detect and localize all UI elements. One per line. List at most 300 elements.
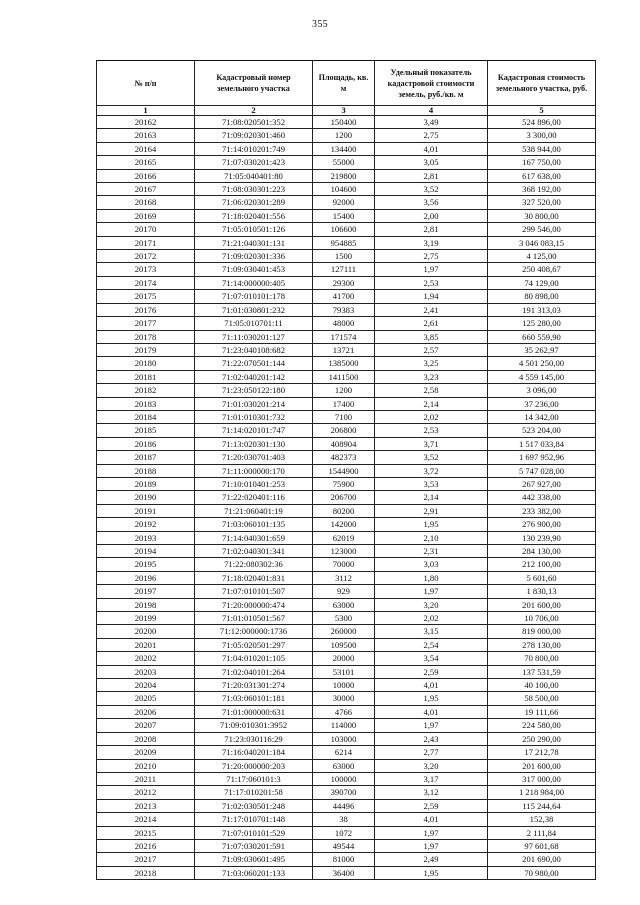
- cadastral-value-cell: 14 342,00: [488, 410, 596, 423]
- area-cell: 1072: [313, 826, 375, 839]
- row-number-cell: 20217: [97, 853, 195, 866]
- area-cell: 63000: [313, 759, 375, 772]
- row-number-cell: 20198: [97, 598, 195, 611]
- cadastral-number-cell: 71:18:020401:831: [195, 571, 313, 584]
- column-number: 3: [313, 106, 375, 116]
- unit-value-cell: 1,97: [375, 839, 488, 852]
- table-row: [97, 424, 596, 437]
- unit-value-cell: 3,72: [375, 464, 488, 477]
- cadastral-value-cell: 523 204,00: [488, 424, 596, 437]
- cadastral-value-cell: 125 280,00: [488, 317, 596, 330]
- row-number-cell: 20178: [97, 330, 195, 343]
- unit-value-cell: 2,61: [375, 317, 488, 330]
- row-number-cell: 20168: [97, 196, 195, 209]
- area-cell: 36400: [313, 866, 375, 879]
- area-cell: 109500: [313, 638, 375, 651]
- area-cell: 4766: [313, 705, 375, 718]
- table-row: [97, 786, 596, 799]
- cadastral-value-cell: 3 096,00: [488, 384, 596, 397]
- cadastral-number-cell: 71:23:030116:29: [195, 732, 313, 745]
- unit-value-cell: 3,19: [375, 236, 488, 249]
- cadastral-number-cell: 71:22:080302:36: [195, 558, 313, 571]
- unit-value-cell: 1,95: [375, 866, 488, 879]
- area-cell: 63000: [313, 598, 375, 611]
- cadastral-number-cell: 71:14:040301:659: [195, 531, 313, 544]
- unit-value-cell: 2,02: [375, 410, 488, 423]
- cadastral-number-cell: 71:09:030601:495: [195, 853, 313, 866]
- area-cell: 127111: [313, 263, 375, 276]
- area-cell: 80200: [313, 504, 375, 517]
- area-cell: 929: [313, 585, 375, 598]
- cadastral-number-cell: 71:14:010201:749: [195, 142, 313, 155]
- unit-value-cell: 2,49: [375, 853, 488, 866]
- cadastral-value-cell: 276 900,00: [488, 518, 596, 531]
- cadastral-number-cell: 71:01:030201:214: [195, 397, 313, 410]
- cadastral-value-cell: 74 129,00: [488, 276, 596, 289]
- cadastral-number-cell: 71:02:030501:248: [195, 799, 313, 812]
- row-number-cell: 20190: [97, 491, 195, 504]
- cadastral-number-cell: 71:04:010201:105: [195, 652, 313, 665]
- cadastral-value-cell: 130 239,90: [488, 531, 596, 544]
- row-number-cell: 20164: [97, 142, 195, 155]
- cadastral-number-cell: 71:23:050122:180: [195, 384, 313, 397]
- area-cell: 7100: [313, 410, 375, 423]
- unit-value-cell: 2,75: [375, 129, 488, 142]
- table-row: [97, 156, 596, 169]
- unit-value-cell: 2,02: [375, 612, 488, 625]
- cadastral-number-cell: 71:20:000000:203: [195, 759, 313, 772]
- cadastral-number-cell: 71:08:030301:223: [195, 183, 313, 196]
- cadastral-number-cell: 71:23:040108:682: [195, 343, 313, 356]
- cadastral-value-cell: 137 531,59: [488, 665, 596, 678]
- table-row: [97, 129, 596, 142]
- table-row: [97, 759, 596, 772]
- unit-value-cell: 2,59: [375, 665, 488, 678]
- cadastral-number-cell: 71:22:070501:144: [195, 357, 313, 370]
- unit-value-cell: 3,20: [375, 598, 488, 611]
- table-row: [97, 437, 596, 450]
- cadastral-number-cell: 71:09:020301:336: [195, 250, 313, 263]
- table-row: [97, 263, 596, 276]
- table-row: [97, 732, 596, 745]
- cadastral-number-cell: 71:20:030701:403: [195, 451, 313, 464]
- cadastral-value-cell: 212 100,00: [488, 558, 596, 571]
- cadastral-number-cell: 71:20:031301:274: [195, 679, 313, 692]
- row-number-cell: 20204: [97, 679, 195, 692]
- row-number-cell: 20203: [97, 665, 195, 678]
- cadastral-value-cell: 3 046 083,15: [488, 236, 596, 249]
- cadastral-number-cell: 71:07:030201:591: [195, 839, 313, 852]
- table-row: [97, 719, 596, 732]
- cadastral-value-cell: 191 313,03: [488, 303, 596, 316]
- table-row: [97, 290, 596, 303]
- table-row: [97, 357, 596, 370]
- row-number-cell: 20167: [97, 183, 195, 196]
- table-row: [97, 772, 596, 785]
- row-number-cell: 20218: [97, 866, 195, 879]
- area-cell: 954885: [313, 236, 375, 249]
- cadastral-value-cell: 17 212,78: [488, 746, 596, 759]
- area-cell: 29300: [313, 276, 375, 289]
- table-body: [97, 116, 596, 880]
- row-number-cell: 20163: [97, 129, 195, 142]
- cadastral-value-cell: 201 600,00: [488, 759, 596, 772]
- row-number-cell: 20205: [97, 692, 195, 705]
- row-number-cell: 20199: [97, 612, 195, 625]
- area-cell: 81000: [313, 853, 375, 866]
- cadastral-number-cell: 71:01:010301:732: [195, 410, 313, 423]
- area-cell: 92000: [313, 196, 375, 209]
- cadastral-value-cell: 233 382,00: [488, 504, 596, 517]
- table-row: [97, 585, 596, 598]
- cadastral-number-cell: 71:09:030401:453: [195, 263, 313, 276]
- unit-value-cell: 2,14: [375, 491, 488, 504]
- unit-value-cell: 3,17: [375, 772, 488, 785]
- area-cell: 41700: [313, 290, 375, 303]
- row-number-cell: 20175: [97, 290, 195, 303]
- cadastral-value-cell: 80 898,00: [488, 290, 596, 303]
- area-cell: 38: [313, 813, 375, 826]
- table-row: [97, 330, 596, 343]
- area-cell: 123000: [313, 545, 375, 558]
- cadastral-number-cell: 71:02:040101:264: [195, 665, 313, 678]
- row-number-cell: 20210: [97, 759, 195, 772]
- table-row: [97, 665, 596, 678]
- unit-value-cell: 3,71: [375, 437, 488, 450]
- cadastral-number-cell: 71:21:040301:131: [195, 236, 313, 249]
- unit-value-cell: 4,01: [375, 813, 488, 826]
- table-row: [97, 491, 596, 504]
- cadastral-value-cell: 819 000,00: [488, 625, 596, 638]
- cadastral-value-cell: 3 300,00: [488, 129, 596, 142]
- unit-value-cell: 2,53: [375, 424, 488, 437]
- cadastral-value-cell: 1 830,13: [488, 585, 596, 598]
- unit-value-cell: 2,91: [375, 504, 488, 517]
- area-cell: 1411500: [313, 370, 375, 383]
- cadastral-number-cell: 71:17:060101:3: [195, 772, 313, 785]
- area-cell: 104600: [313, 183, 375, 196]
- header-row-number: № п/п: [97, 61, 195, 106]
- area-cell: 1200: [313, 129, 375, 142]
- unit-value-cell: 2,59: [375, 799, 488, 812]
- unit-value-cell: 1,80: [375, 571, 488, 584]
- unit-value-cell: 3,15: [375, 625, 488, 638]
- area-cell: 1500: [313, 250, 375, 263]
- unit-value-cell: 4,01: [375, 705, 488, 718]
- table-header-row: [97, 61, 596, 106]
- cadastral-number-cell: 71:02:040201:142: [195, 370, 313, 383]
- unit-value-cell: 3,05: [375, 156, 488, 169]
- unit-value-cell: 3,49: [375, 116, 488, 129]
- area-cell: 17400: [313, 397, 375, 410]
- table-row: [97, 303, 596, 316]
- row-number-cell: 20162: [97, 116, 195, 129]
- area-cell: 30000: [313, 692, 375, 705]
- column-number: 5: [488, 106, 596, 116]
- cadastral-value-cell: 4 501 250,00: [488, 357, 596, 370]
- table-row: [97, 451, 596, 464]
- unit-value-cell: 4,01: [375, 142, 488, 155]
- cadastral-value-cell: 5 747 028,00: [488, 464, 596, 477]
- row-number-cell: 20196: [97, 571, 195, 584]
- row-number-cell: 20174: [97, 276, 195, 289]
- row-number-cell: 20170: [97, 223, 195, 236]
- table-row: [97, 813, 596, 826]
- unit-value-cell: 2,14: [375, 397, 488, 410]
- area-cell: 260000: [313, 625, 375, 638]
- table-row: [97, 196, 596, 209]
- area-cell: 79383: [313, 303, 375, 316]
- area-cell: 62019: [313, 531, 375, 544]
- table-row: [97, 142, 596, 155]
- area-cell: 408904: [313, 437, 375, 450]
- column-number: 4: [375, 106, 488, 116]
- cadastral-value-cell: 4 125,00: [488, 250, 596, 263]
- table-row: [97, 384, 596, 397]
- cadastral-number-cell: 71:11:000000:170: [195, 464, 313, 477]
- unit-value-cell: 3,20: [375, 759, 488, 772]
- row-number-cell: 20177: [97, 317, 195, 330]
- unit-value-cell: 2,43: [375, 732, 488, 745]
- cadastral-value-cell: 152,38: [488, 813, 596, 826]
- table-row: [97, 410, 596, 423]
- table-row: [97, 558, 596, 571]
- row-number-cell: 20194: [97, 545, 195, 558]
- row-number-cell: 20201: [97, 638, 195, 651]
- unit-value-cell: 3,03: [375, 558, 488, 571]
- table-row: [97, 317, 596, 330]
- table-row: [97, 746, 596, 759]
- cadastral-number-cell: 71:07:010101:507: [195, 585, 313, 598]
- header-cadastral-number: Кадастровый номер земельного участка: [195, 61, 313, 106]
- table-row: [97, 545, 596, 558]
- cadastral-number-cell: 71:03:060101:135: [195, 518, 313, 531]
- table-row: [97, 518, 596, 531]
- area-cell: 206700: [313, 491, 375, 504]
- area-cell: 15400: [313, 209, 375, 222]
- cadastral-value-cell: 368 192,00: [488, 183, 596, 196]
- unit-value-cell: 2,31: [375, 545, 488, 558]
- unit-value-cell: 3,52: [375, 451, 488, 464]
- area-cell: 53101: [313, 665, 375, 678]
- area-cell: 150400: [313, 116, 375, 129]
- unit-value-cell: 3,12: [375, 786, 488, 799]
- area-cell: 134400: [313, 142, 375, 155]
- unit-value-cell: 2,41: [375, 303, 488, 316]
- cadastral-number-cell: 71:14:000000:405: [195, 276, 313, 289]
- row-number-cell: 20173: [97, 263, 195, 276]
- unit-value-cell: 2,58: [375, 384, 488, 397]
- row-number-cell: 20188: [97, 464, 195, 477]
- area-cell: 1544900: [313, 464, 375, 477]
- cadastral-value-cell: 267 927,00: [488, 477, 596, 490]
- unit-value-cell: 3,53: [375, 477, 488, 490]
- table-row: [97, 571, 596, 584]
- unit-value-cell: 4,01: [375, 679, 488, 692]
- cadastral-number-cell: 71:03:060201:133: [195, 866, 313, 879]
- cadastral-value-cell: 284 130,00: [488, 545, 596, 558]
- area-cell: 48000: [313, 317, 375, 330]
- table-row: [97, 343, 596, 356]
- page-number: 355: [312, 19, 328, 30]
- table-row: [97, 839, 596, 852]
- cadastral-value-cell: 167 750,00: [488, 156, 596, 169]
- unit-value-cell: 1,97: [375, 585, 488, 598]
- unit-value-cell: 2,81: [375, 223, 488, 236]
- row-number-cell: 20193: [97, 531, 195, 544]
- row-number-cell: 20172: [97, 250, 195, 263]
- row-number-cell: 20213: [97, 799, 195, 812]
- row-number-cell: 20182: [97, 384, 195, 397]
- row-number-cell: 20176: [97, 303, 195, 316]
- table-row: [97, 116, 596, 129]
- row-number-cell: 20171: [97, 236, 195, 249]
- row-number-cell: 20187: [97, 451, 195, 464]
- row-number-cell: 20181: [97, 370, 195, 383]
- cadastral-number-cell: 71:17:010701:148: [195, 813, 313, 826]
- cadastral-value-cell: 1 517 033,84: [488, 437, 596, 450]
- cadastral-number-cell: 71:13:020301:130: [195, 437, 313, 450]
- row-number-cell: 20189: [97, 477, 195, 490]
- area-cell: 482373: [313, 451, 375, 464]
- row-number-cell: 20169: [97, 209, 195, 222]
- cadastral-value-cell: 1 218 984,00: [488, 786, 596, 799]
- unit-value-cell: 1,97: [375, 263, 488, 276]
- unit-value-cell: 3,23: [375, 370, 488, 383]
- area-cell: 13721: [313, 343, 375, 356]
- table-row: [97, 612, 596, 625]
- cadastral-value-cell: 70 800,00: [488, 652, 596, 665]
- table-row: [97, 598, 596, 611]
- table-row: [97, 250, 596, 263]
- area-cell: 171574: [313, 330, 375, 343]
- cadastral-value-cell: 19 111,66: [488, 705, 596, 718]
- table-row: [97, 692, 596, 705]
- area-cell: 100000: [313, 772, 375, 785]
- cadastral-number-cell: 71:12:000000:1736: [195, 625, 313, 638]
- cadastral-number-cell: 71:05:010501:126: [195, 223, 313, 236]
- cadastral-number-cell: 71:01:010501:567: [195, 612, 313, 625]
- table-row: [97, 705, 596, 718]
- cadastral-value-cell: 10 706,00: [488, 612, 596, 625]
- cadastral-number-cell: 71:07:010101:529: [195, 826, 313, 839]
- area-cell: 55000: [313, 156, 375, 169]
- area-cell: 1385000: [313, 357, 375, 370]
- table-row: [97, 625, 596, 638]
- cadastral-number-cell: 71:07:010101:178: [195, 290, 313, 303]
- row-number-cell: 20211: [97, 772, 195, 785]
- table-row: [97, 652, 596, 665]
- row-number-cell: 20180: [97, 357, 195, 370]
- area-cell: 20000: [313, 652, 375, 665]
- cadastral-number-cell: 71:22:020401:116: [195, 491, 313, 504]
- unit-value-cell: 1,97: [375, 826, 488, 839]
- row-number-cell: 20214: [97, 813, 195, 826]
- row-number-cell: 20209: [97, 746, 195, 759]
- unit-value-cell: 3,52: [375, 183, 488, 196]
- row-number-cell: 20195: [97, 558, 195, 571]
- area-cell: 390700: [313, 786, 375, 799]
- area-cell: 3112: [313, 571, 375, 584]
- cadastral-number-cell: 71:06:020301:289: [195, 196, 313, 209]
- cadastral-value-cell: 5 601,60: [488, 571, 596, 584]
- cadastral-number-cell: 71:21:060401:19: [195, 504, 313, 517]
- cadastral-number-cell: 71:16:040201:184: [195, 746, 313, 759]
- area-cell: 206800: [313, 424, 375, 437]
- row-number-cell: 20184: [97, 410, 195, 423]
- header-unit-value: Удельный показатель кадастровой стоимости земель, руб./кв. м: [375, 61, 488, 106]
- unit-value-cell: 3,25: [375, 357, 488, 370]
- row-number-cell: 20186: [97, 437, 195, 450]
- unit-value-cell: 2,57: [375, 343, 488, 356]
- cadastral-value-cell: 2 111,84: [488, 826, 596, 839]
- column-number: 1: [97, 106, 195, 116]
- table-row: [97, 223, 596, 236]
- area-cell: 5300: [313, 612, 375, 625]
- unit-value-cell: 1,94: [375, 290, 488, 303]
- cadastral-value-cell: 58 500,00: [488, 692, 596, 705]
- area-cell: 219800: [313, 169, 375, 182]
- table-row: [97, 276, 596, 289]
- row-number-cell: 20215: [97, 826, 195, 839]
- cadastral-number-cell: 71:09:020301:460: [195, 129, 313, 142]
- cadastral-value-cell: 538 944,00: [488, 142, 596, 155]
- table-row: [97, 638, 596, 651]
- cadastral-value-cell: 201 690,00: [488, 853, 596, 866]
- cadastral-number-cell: 71:05:040401:80: [195, 169, 313, 182]
- cadastral-number-cell: 71:01:030801:232: [195, 303, 313, 316]
- table-row: [97, 209, 596, 222]
- table-row: [97, 169, 596, 182]
- row-number-cell: 20216: [97, 839, 195, 852]
- cadastral-value-cell: 250 290,00: [488, 732, 596, 745]
- table-row: [97, 826, 596, 839]
- area-cell: 114000: [313, 719, 375, 732]
- header-cadastral-value: Кадастровая стоимость земельного участка, руб.: [488, 61, 596, 106]
- row-number-cell: 20185: [97, 424, 195, 437]
- row-number-cell: 20183: [97, 397, 195, 410]
- row-number-cell: 20165: [97, 156, 195, 169]
- cadastral-value-cell: 224 580,00: [488, 719, 596, 732]
- header-area: Площадь, кв. м: [313, 61, 375, 106]
- table-row: [97, 477, 596, 490]
- table-row: [97, 799, 596, 812]
- table-row: [97, 183, 596, 196]
- table-row: [97, 370, 596, 383]
- cadastral-number-cell: 71:18:020401:556: [195, 209, 313, 222]
- unit-value-cell: 2,10: [375, 531, 488, 544]
- cadastral-value-cell: 327 520,00: [488, 196, 596, 209]
- table-row: [97, 866, 596, 879]
- cadastral-number-cell: 71:14:020101:747: [195, 424, 313, 437]
- area-cell: 106600: [313, 223, 375, 236]
- cadastral-value-cell: 1 697 952,96: [488, 451, 596, 464]
- column-number-row: [97, 106, 596, 116]
- unit-value-cell: 3,54: [375, 652, 488, 665]
- cadastral-value-cell: 35 262,97: [488, 343, 596, 356]
- cadastral-value-cell: 524 896,00: [488, 116, 596, 129]
- area-cell: 75900: [313, 477, 375, 490]
- area-cell: 142000: [313, 518, 375, 531]
- cadastral-number-cell: 71:05:010701:11: [195, 317, 313, 330]
- cadastral-value-table: [96, 60, 596, 880]
- table-row: [97, 397, 596, 410]
- row-number-cell: 20202: [97, 652, 195, 665]
- area-cell: 44496: [313, 799, 375, 812]
- cadastral-number-cell: 71:05:020501:297: [195, 638, 313, 651]
- area-cell: 10000: [313, 679, 375, 692]
- cadastral-number-cell: 71:07:030201:423: [195, 156, 313, 169]
